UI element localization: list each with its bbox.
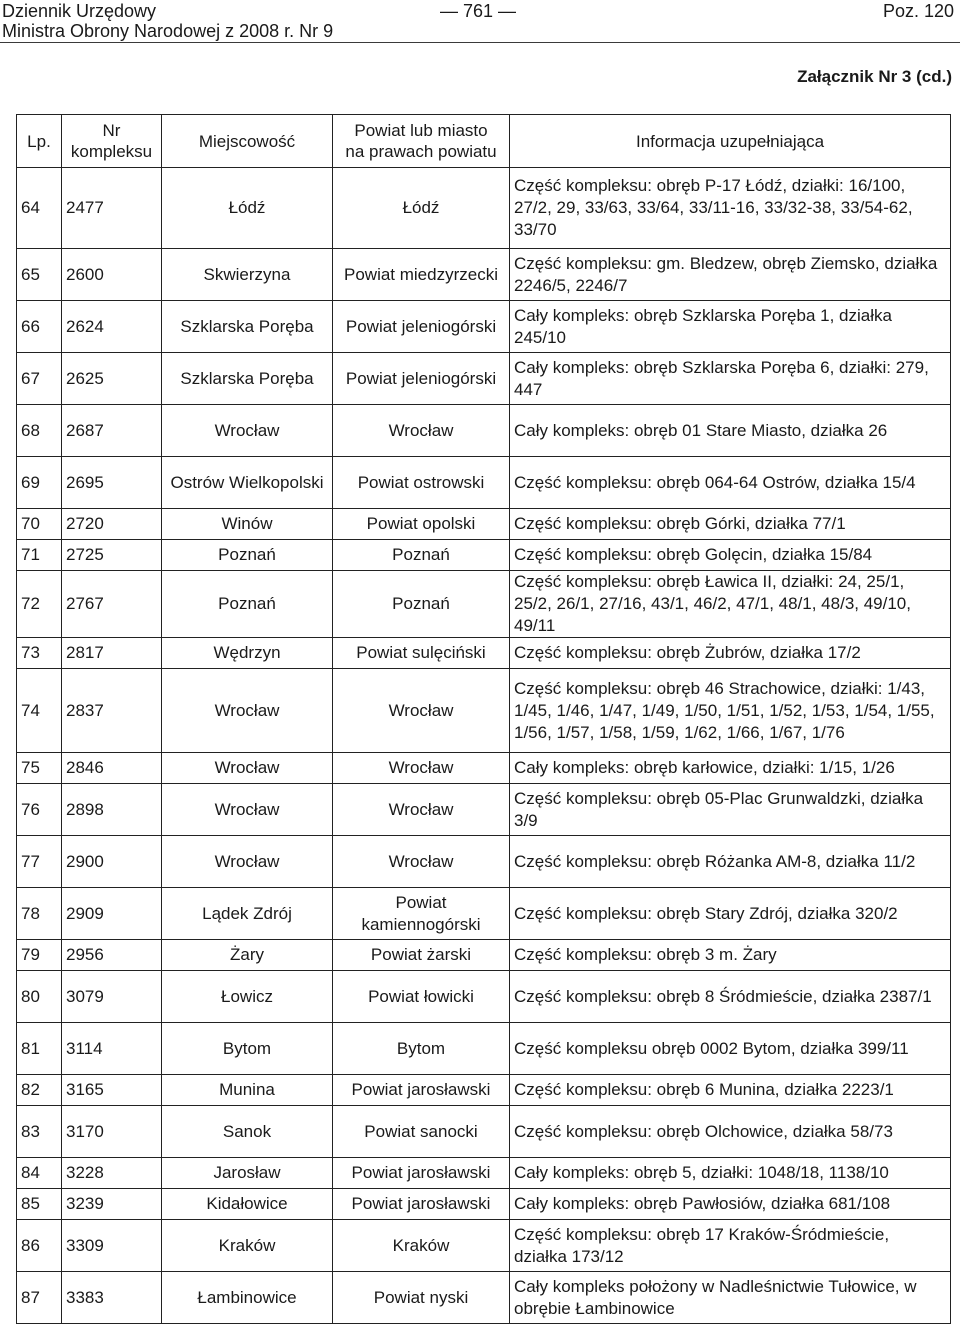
cell-miejscowosc: Winów: [162, 509, 333, 540]
cell-info: Cały kompleks: obręb Pawłosiów, działka 681/108: [510, 1189, 951, 1220]
cell-lp: 76: [17, 784, 62, 836]
cell-miejscowosc: Szklarska Poręba: [162, 353, 333, 405]
cell-nr: 2477: [62, 168, 162, 249]
cell-nr: 2900: [62, 836, 162, 888]
cell-lp: 86: [17, 1220, 62, 1272]
cell-nr: 3228: [62, 1158, 162, 1189]
cell-nr: 2695: [62, 457, 162, 509]
cell-powiat: Powiat jeleniogórski: [333, 301, 510, 353]
cell-info: Część kompleksu: obręb Ławica II, działki: 24, 25/1, 25/2, 26/1, 27/16, 43/1, 46/2, 47/1, 48/1, 48/3, 49/10, 49/11: [510, 571, 951, 638]
page-number: — 761 —: [440, 1, 517, 21]
cell-lp: 75: [17, 753, 62, 784]
cell-powiat: Powiat miedzyrzecki: [333, 249, 510, 301]
cell-miejscowosc: Wędrzyn: [162, 638, 333, 669]
table-row: [17, 638, 951, 669]
cell-nr: 3383: [62, 1272, 162, 1324]
cell-miejscowosc: Wrocław: [162, 784, 333, 836]
cell-miejscowosc: Bytom: [162, 1023, 333, 1075]
cell-lp: 79: [17, 940, 62, 971]
cell-powiat: Wrocław: [333, 669, 510, 753]
cell-nr: 3170: [62, 1106, 162, 1158]
table-row: [17, 1220, 951, 1272]
cell-info: Cały kompleks położony w Nadleśnictwie Tułowice, w obrębie Łambinowice: [510, 1272, 951, 1324]
cell-lp: 85: [17, 1189, 62, 1220]
table-row: [17, 353, 951, 405]
cell-lp: 68: [17, 405, 62, 457]
cell-miejscowosc: Żary: [162, 940, 333, 971]
cell-lp: 78: [17, 888, 62, 940]
cell-lp: 65: [17, 249, 62, 301]
cell-info: Część kompleksu: obręb Różanka AM-8, działka 11/2: [510, 836, 951, 888]
table-row: [17, 540, 951, 571]
cell-nr: 3239: [62, 1189, 162, 1220]
cell-lp: 67: [17, 353, 62, 405]
cell-nr: 2625: [62, 353, 162, 405]
cell-lp: 80: [17, 971, 62, 1023]
cell-nr: 3165: [62, 1075, 162, 1106]
cell-lp: 84: [17, 1158, 62, 1189]
cell-lp: 83: [17, 1106, 62, 1158]
table-row: [17, 1106, 951, 1158]
cell-miejscowosc: Łambinowice: [162, 1272, 333, 1324]
cell-powiat: Powiat sanocki: [333, 1106, 510, 1158]
cell-powiat: Powiat łowicki: [333, 971, 510, 1023]
cell-miejscowosc: Łowicz: [162, 971, 333, 1023]
cell-powiat: Poznań: [333, 571, 510, 638]
cell-info: Cały kompleks: obręb Szklarska Poręba 6, działki: 279, 447: [510, 353, 951, 405]
cell-nr: 3309: [62, 1220, 162, 1272]
publication-info: [2, 1, 333, 41]
cell-powiat: Powiat nyski: [333, 1272, 510, 1324]
table-row: [17, 168, 951, 249]
cell-lp: 66: [17, 301, 62, 353]
cell-info: Cały kompleks: obręb karłowice, działki: 1/15, 1/26: [510, 753, 951, 784]
cell-lp: 73: [17, 638, 62, 669]
cell-powiat: Powiat jarosławski: [333, 1158, 510, 1189]
cell-info: Cały kompleks: obręb Szklarska Poręba 1, działka 245/10: [510, 301, 951, 353]
header-info: Informacja uzupełniająca: [510, 115, 951, 168]
cell-lp: 70: [17, 509, 62, 540]
cell-lp: 82: [17, 1075, 62, 1106]
cell-info: Część kompleksu: obręb 8 Śródmieście, działka 2387/1: [510, 971, 951, 1023]
complex-table: [16, 114, 951, 1324]
cell-miejscowosc: Poznań: [162, 540, 333, 571]
table-row: [17, 301, 951, 353]
table-row: [17, 457, 951, 509]
table-body: [17, 168, 951, 1324]
cell-info: Część kompleksu: obręb Stary Zdrój, działka 320/2: [510, 888, 951, 940]
cell-powiat: Wrocław: [333, 836, 510, 888]
cell-nr: 2898: [62, 784, 162, 836]
cell-info: Część kompleksu: obręb 064-64 Ostrów, działka 15/4: [510, 457, 951, 509]
cell-miejscowosc: Wrocław: [162, 669, 333, 753]
cell-powiat: Łódź: [333, 168, 510, 249]
cell-miejscowosc: Lądek Zdrój: [162, 888, 333, 940]
cell-powiat: Bytom: [333, 1023, 510, 1075]
table-row: [17, 1189, 951, 1220]
cell-powiat: Poznań: [333, 540, 510, 571]
cell-miejscowosc: Wrocław: [162, 405, 333, 457]
annex-label: Załącznik Nr 3 (cd.): [797, 67, 952, 86]
cell-lp: 77: [17, 836, 62, 888]
issuer-line: Ministra Obrony Narodowej z 2008 r. Nr 9: [2, 21, 334, 41]
header-nr: Nr kompleksu: [62, 115, 162, 168]
cell-nr: 2687: [62, 405, 162, 457]
cell-info: Część kompleksu: obręb Żubrów, działka 17/2: [510, 638, 951, 669]
cell-miejscowosc: Sanok: [162, 1106, 333, 1158]
cell-info: Część kompleksu: obręb 3 m. Żary: [510, 940, 951, 971]
cell-powiat: Powiat opolski: [333, 509, 510, 540]
table-header-row: [17, 115, 951, 168]
table-row: [17, 405, 951, 457]
cell-nr: 2956: [62, 940, 162, 971]
cell-lp: 87: [17, 1272, 62, 1324]
cell-powiat: Wrocław: [333, 405, 510, 457]
cell-nr: 2767: [62, 571, 162, 638]
cell-nr: 3114: [62, 1023, 162, 1075]
header-lp: Lp.: [17, 115, 62, 168]
cell-lp: 71: [17, 540, 62, 571]
cell-nr: 2725: [62, 540, 162, 571]
cell-miejscowosc: Szklarska Poręba: [162, 301, 333, 353]
cell-nr: 2720: [62, 509, 162, 540]
cell-lp: 69: [17, 457, 62, 509]
cell-powiat: Kraków: [333, 1220, 510, 1272]
cell-nr: 3079: [62, 971, 162, 1023]
cell-miejscowosc: Skwierzyna: [162, 249, 333, 301]
cell-lp: 74: [17, 669, 62, 753]
cell-nr: 2817: [62, 638, 162, 669]
publication-title: Dziennik Urzędowy: [2, 1, 157, 21]
header-powiat: Powiat lub miasto na prawach powiatu: [333, 115, 510, 168]
cell-miejscowosc: Łódź: [162, 168, 333, 249]
cell-info: Część kompleksu: gm. Bledzew, obręb Ziemsko, działka 2246/5, 2246/7: [510, 249, 951, 301]
cell-powiat: Powiat jarosławski: [333, 1075, 510, 1106]
table-row: [17, 971, 951, 1023]
page-header: [0, 0, 960, 44]
table-row: [17, 1158, 951, 1189]
table-row: [17, 249, 951, 301]
cell-nr: 2600: [62, 249, 162, 301]
table-row: [17, 836, 951, 888]
cell-powiat: Powiat sulęciński: [333, 638, 510, 669]
table-row: [17, 1023, 951, 1075]
cell-miejscowosc: Kraków: [162, 1220, 333, 1272]
cell-nr: 2909: [62, 888, 162, 940]
cell-lp: 64: [17, 168, 62, 249]
cell-nr: 2837: [62, 669, 162, 753]
cell-miejscowosc: Wrocław: [162, 753, 333, 784]
cell-info: Część kompleksu obręb 0002 Bytom, działka 399/11: [510, 1023, 951, 1075]
cell-info: Cały kompleks: obręb 01 Stare Miasto, działka 26: [510, 405, 951, 457]
cell-info: Część kompleksu: obręb 46 Strachowice, działki: 1/43, 1/45, 1/46, 1/47, 1/49, 1/50, 1/51, 1/52, 1/53, 1/54, 1/55, 1/56, 1/57, 1/58, 1/59, 1/62, 1/66, 1/67, 1/76: [510, 669, 951, 753]
cell-info: Część kompleksu: obręb 17 Kraków-Śródmieście, działka 173/12: [510, 1220, 951, 1272]
cell-info: Część kompleksu: obręb Golęcin, działka 15/84: [510, 540, 951, 571]
cell-miejscowosc: Poznań: [162, 571, 333, 638]
cell-powiat: Powiat ostrowski: [333, 457, 510, 509]
cell-info: Część kompleksu: obręb Górki, działka 77/1: [510, 509, 951, 540]
table-row: [17, 669, 951, 753]
table-row: [17, 1272, 951, 1324]
cell-miejscowosc: Munina: [162, 1075, 333, 1106]
cell-miejscowosc: Jarosław: [162, 1158, 333, 1189]
cell-lp: 81: [17, 1023, 62, 1075]
header-rule: [0, 42, 960, 43]
cell-powiat: Powiat jarosławski: [333, 1189, 510, 1220]
cell-miejscowosc: Wrocław: [162, 836, 333, 888]
cell-info: Część kompleksu: obręb Olchowice, działka 58/73: [510, 1106, 951, 1158]
cell-nr: 2624: [62, 301, 162, 353]
cell-info: Część kompleksu: obręb 05-Plac Grunwaldzki, działka 3/9: [510, 784, 951, 836]
position-number: Poz. 120: [882, 1, 954, 21]
cell-miejscowosc: Ostrów Wielkopolski: [162, 457, 333, 509]
table-row: [17, 571, 951, 638]
table-row: [17, 784, 951, 836]
table-row: [17, 753, 951, 784]
cell-nr: 2846: [62, 753, 162, 784]
cell-miejscowosc: Kidałowice: [162, 1189, 333, 1220]
header-miejscowosc: Miejscowość: [162, 115, 333, 168]
cell-powiat: Wrocław: [333, 753, 510, 784]
cell-info: Cały kompleks: obręb 5, działki: 1048/18, 1138/10: [510, 1158, 951, 1189]
cell-lp: 72: [17, 571, 62, 638]
table-row: [17, 509, 951, 540]
cell-powiat: Powiat jeleniogórski: [333, 353, 510, 405]
cell-powiat: Wrocław: [333, 784, 510, 836]
table-row: [17, 940, 951, 971]
table-row: [17, 1075, 951, 1106]
cell-info: Część kompleksu: obręb P-17 Łódź, działki: 16/100, 27/2, 29, 33/63, 33/64, 33/11-16, 33/32-38, 33/54-62, 33/70: [510, 168, 951, 249]
cell-info: Część kompleksu: obręb 6 Munina, działka 2223/1: [510, 1075, 951, 1106]
cell-powiat: Powiat kamiennogórski: [333, 888, 510, 940]
table-row: [17, 888, 951, 940]
cell-powiat: Powiat żarski: [333, 940, 510, 971]
